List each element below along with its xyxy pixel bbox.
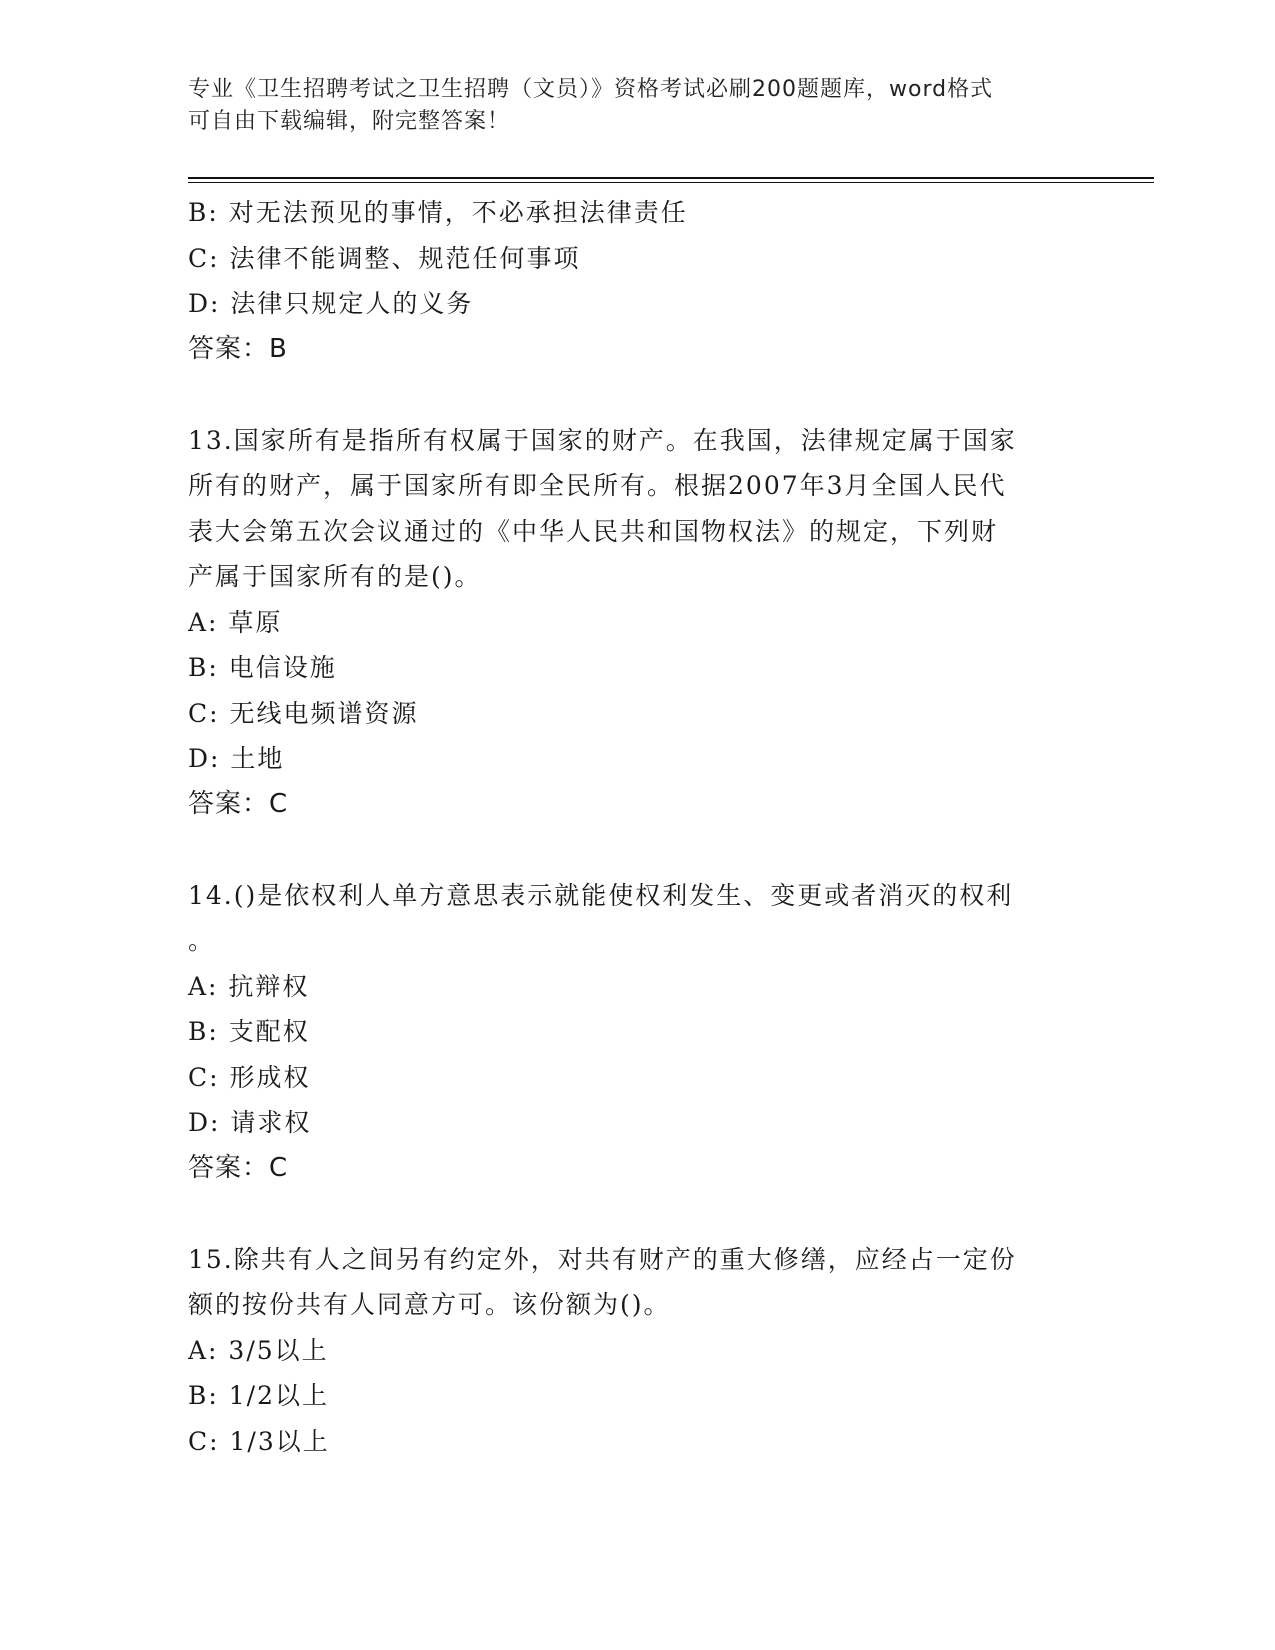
question-stem-line: 表大会第五次会议通过的《中华人民共和国物权法》的规定，下列财 [188,516,999,546]
option-b: B: 对无法预见的事情，不必承担法律责任 [188,198,688,227]
question-stem-line: 产属于国家所有的是()。 [188,562,482,591]
question-13 [188,418,1088,828]
document-header [188,74,1068,138]
header-divider-thick [188,177,1154,179]
question-stem-line: 14.()是依权利人单方意思表示就能使权利发生、变更或者消灭的权利 [188,880,1014,910]
question-stem-line: 。 [188,926,216,955]
question-stem-line: 13.国家所有是指所有权属于国家的财产。在我国，法律规定属于国家 [188,425,1017,455]
question-14 [188,873,1088,1192]
option-d: D: 土地 [188,744,285,773]
header-divider-thin [188,182,1154,183]
option-a: A: 3/5以上 [188,1335,329,1365]
answer: 答案：C [188,788,289,819]
answer: 答案：C [188,1152,289,1183]
header-line-1: 专业《卫生招聘考试之卫生招聘（文员）》资格考试必刷200题题库，word格式 [188,77,994,102]
option-c: C: 形成权 [188,1062,311,1092]
answer: 答案：B [188,333,288,364]
option-c: C: 法律不能调整、规范任何事项 [188,243,581,273]
option-b: B: 电信设施 [188,653,337,682]
option-c: C: 无线电频谱资源 [188,698,419,728]
option-a: A: 草原 [188,607,283,637]
question-stem-line: 15.除共有人之间另有约定外，对共有财产的重大修缮，应经占一定份 [188,1244,1017,1274]
option-b: B: 1/2以上 [188,1381,329,1410]
header-line-2: 可自由下载编辑，附完整答案！ [188,109,511,134]
question-stem-line: 所有的财产，属于国家所有即全民所有。根据2007年3月全国人民代 [188,471,1007,500]
prev-question [188,190,1088,372]
option-d: D: 请求权 [188,1108,312,1137]
document-body [188,190,1088,1464]
option-c: C: 1/3以上 [188,1426,330,1456]
option-d: D: 法律只规定人的义务 [188,289,474,318]
question-stem-line: 额的按份共有人同意方可。该份额为()。 [188,1290,671,1319]
option-a: A: 抗辩权 [188,971,310,1001]
option-b: B: 支配权 [188,1017,310,1046]
question-15 [188,1237,1088,1465]
